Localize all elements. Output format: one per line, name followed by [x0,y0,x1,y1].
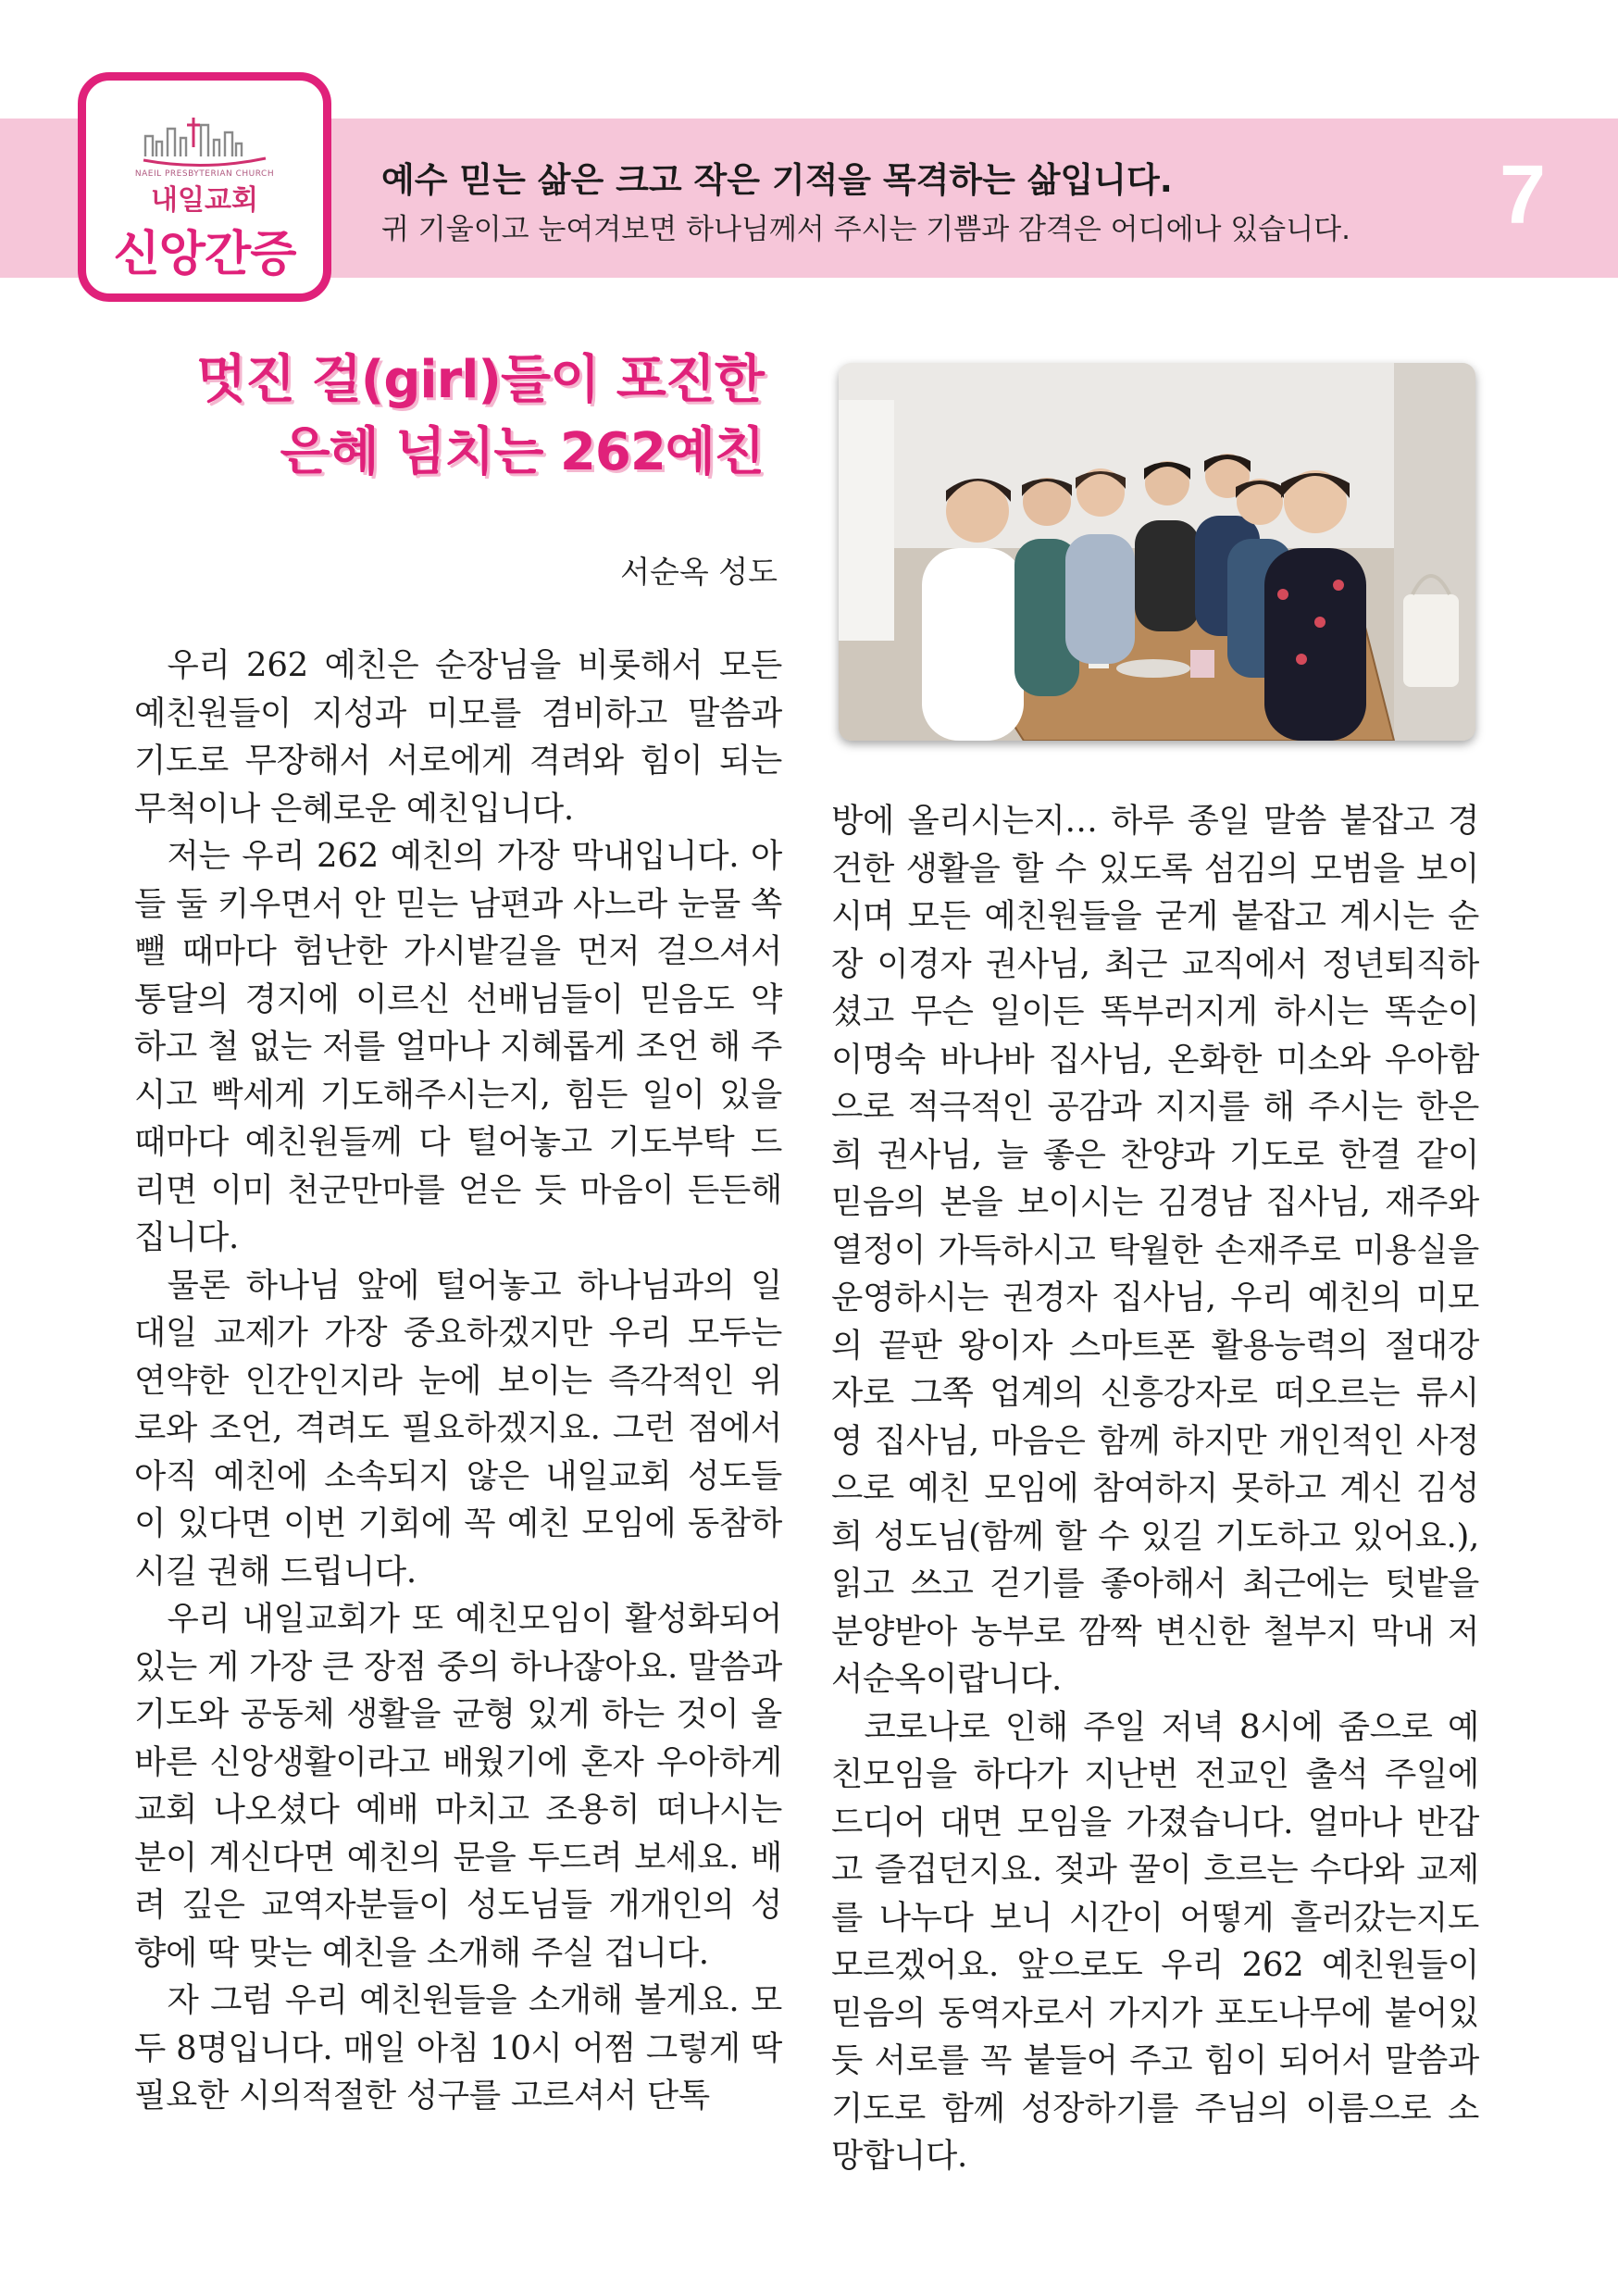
header-subline: 귀 기울이고 눈여겨보면 하나님께서 주시는 기쁨과 감격은 어디에나 있습니다. [381,213,1350,246]
logo-subtitle: NAEIL PRESBYTERIAN CHURCH [134,169,275,179]
article-title-line2: 은혜 넘치는 262예친 [280,422,764,482]
group-photo-illustration [839,363,1475,741]
article-body-left [134,642,782,2197]
paragraph: 우리 내일교회가 또 예친모임이 활성화되어 있는 게 가장 큰 장점 중의 하나잖아요. 말씀과 기도와 공동체 생활을 균형 있게 하는 것이 올바른 신앙생활이라고 배웠기에 혼자 우아하게 교회 나오셨다 예배 마치고 조용히 떠나시는 분이 계신다면 예친의 문을 두드려 보세요. 배려 깊은 교역자분들이 성도님들 개개인의 성향에 딱 맞는 예친을 소개해 주실 겁니다. [134,1600,782,1972]
section-logo-box [78,72,331,302]
paragraph: 자 그럼 우리 예친원들을 소개해 볼게요. 모두 8명입니다. 매일 아침 10시 어쩜 그렇게 딱 필요한 시의적절한 성구를 고르셔서 단톡 [134,1981,782,2115]
header-headline: 예수 믿는 삶은 크고 작은 기적을 목격하는 삶입니다. [381,160,1173,200]
article-author: 서순옥 성도 [620,554,778,590]
article-title-line1: 멋진 걸(girl)들이 포진한 [195,350,764,410]
group-photo [839,363,1475,741]
page-number: 7 [1500,149,1547,242]
paragraph: 물론 하나님 앞에 털어놓고 하나님과의 일대일 교제가 가장 중요하겠지만 우리 모두는 연약한 인간인지라 눈에 보이는 즉각적인 위로와 조언, 격려도 필요하겠지요. 그런 점에서 아직 예친에 소속되지 않은 내일교회 성도들이 있다면 이번 기회에 꼭 예친 모임에 동참하시길 권해 드립니다. [134,1266,782,1591]
paragraph: 저는 우리 262 예친의 가장 막내입니다. 아들 둘 키우면서 안 믿는 남편과 사느라 눈물 쏙 뺄 때마다 험난한 가시밭길을 먼저 걸으셔서 통달의 경지에 이르신 선배님들이 믿음도 약하고 철 없는 저를 얼마나 지혜롭게 조언 해 주시고 빡세게 기도해주시는지, 힘든 일이 있을 때마다 예친원들께 다 털어놓고 기도부탁 드리면 이미 천군만마를 얻은 듯 마음이 든든해집니다. [134,837,782,1256]
paragraph: 방에 올리시는지… 하루 종일 말씀 붙잡고 경건한 생활을 할 수 있도록 섬김의 모범을 보이시며 모든 예친원들을 굳게 붙잡고 계시는 순장 이경자 권사님, 최근 교직에서 정년퇴직하셨고 무슨 일이든 똑부러지게 하시는 똑순이 이명숙 바나바 집사님, 온화한 미소와 우아함으로 적극적인 공감과 지지를 해 주시는 한은희 권사님, 늘 좋은 찬양과 기도로 한결 같이 믿음의 본을 보이시는 김경남 집사님, 재주와 열정이 가득하시고 탁월한 손재주로 미용실을 운영하시는 권경자 집사님, 우리 예친의 미모의 끝판 왕이자 스마트폰 활용능력의 절대강자로 그쪽 업계의 신흥강자로 떠오르는 류시영 집사님, 마음은 함께 하지만 개인적인 사정으로 예친 모임에 참여하지 못하고 계신 김성희 성도님(함께 할 수 있길 기도하고 있어요.), 읽고 쓰고 걷기를 좋아해서 최근에는 텃밭을 분양받아 농부로 깜짝 변신한 철부지 막내 저 서순옥이랍니다. [831,802,1479,1698]
paragraph: 우리 262 예친은 순장님을 비롯해서 모든 예친원들이 지성과 미모를 겸비하고 말씀과 기도로 무장해서 서로에게 격려와 힘이 되는 무척이나 은혜로운 예친입니다. [134,646,782,828]
article-title [196,344,764,489]
church-skyline-icon [140,116,269,171]
church-name: 내일교회 [151,184,258,217]
section-title: 신앙간증 [113,227,296,282]
article-body-right [831,797,1479,2204]
paragraph: 코로나로 인해 주일 저녁 8시에 줌으로 예친모임을 하다가 지난번 전교인 출석 주일에 드디어 대면 모임을 가졌습니다. 얼마나 반갑고 즐겁던지요. 젖과 꿀이 흐르는 수다와 교제를 나누다 보니 시간이 어떻게 흘러갔는지도 모르겠어요. 앞으로도 우리 262 예친원들이 믿음의 동역자로서 가지가 포도나무에 붙어있듯 서로를 꼭 붙들어 주고 힘이 되어서 말씀과 기도로 함께 성장하기를 주님의 이름으로 소망합니다. [831,1707,1479,2175]
